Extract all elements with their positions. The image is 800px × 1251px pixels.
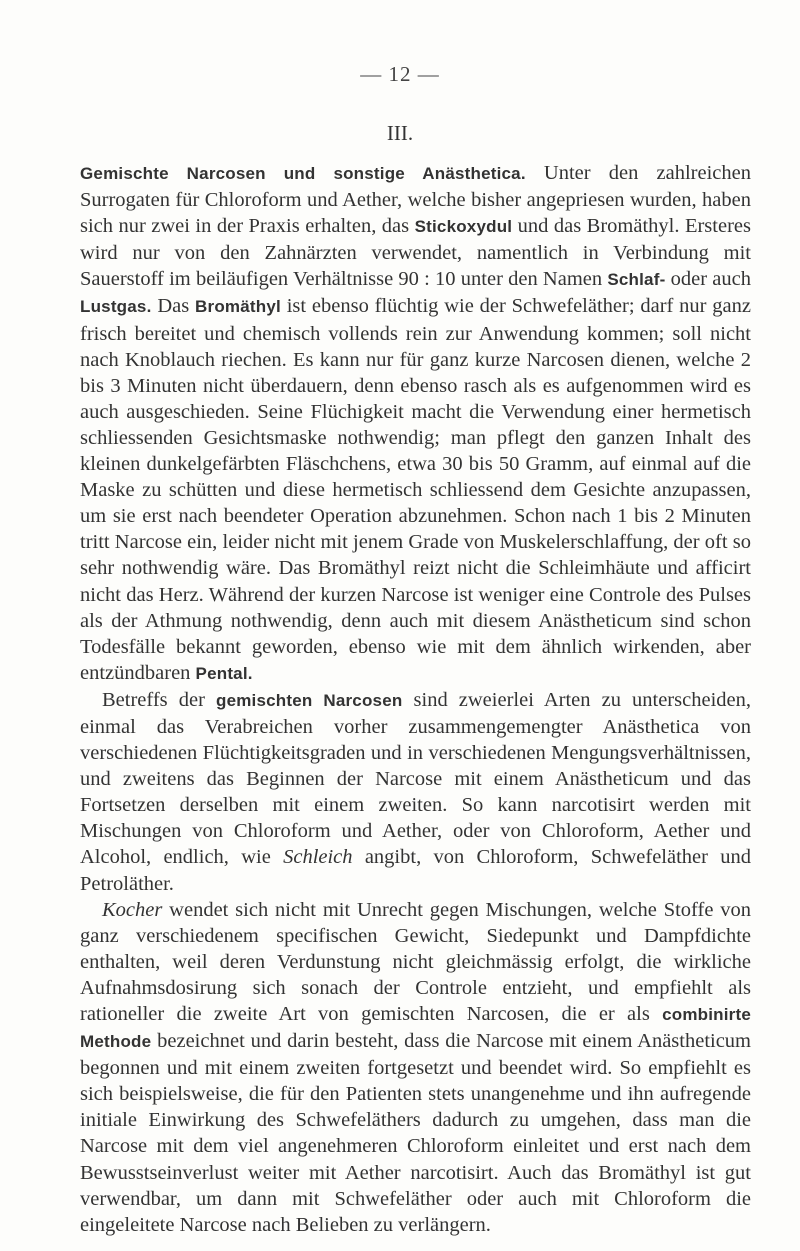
- body-text: [80, 160, 751, 1238]
- emphasized-term: Bromäthyl: [195, 297, 281, 317]
- text-run: sind zweierlei Arten zu unterscheiden, einmal das Verabreichen vorher zusammengemengter Anästhetica von verschiedenen Flüchtigkeitsgraden und in verschiedenen Mengungsverhältnissen, und zweitens das Beginnen der Narcose mit einem Anästheticum und das Fortsetzen derselben mit einem zweiten. So kann narcotisirt werden mit Mischungen von Chloroform und Aether, oder von Chloroform, Aether und Alcohol, endlich, wie: [80, 688, 751, 869]
- text-run: wendet sich nicht mit Unrecht gegen Mischungen, welche Stoffe von ganz verschiedenem specifischen Gewicht, Siedepunkt und Dampfdichte enthalten, weil deren Verdunstung nicht gleichmässig erfolgt, die wirkliche Aufnahmsdosirung sich sonach der Controle entzieht, und empfiehlt als rationeller die zweite Art von gemischten Narcosen, die er als: [80, 898, 751, 1025]
- paragraph: [80, 687, 751, 897]
- paragraph: [80, 160, 751, 687]
- emphasized-term: Stickoxydul: [414, 217, 513, 237]
- emphasized-term: gemischten Narcosen: [216, 690, 403, 710]
- text-run: ist ebenso flüchtig wie der Schwefeläther; darf nur ganz frisch bereitet und chemisch vollends rein zur Anwendung kommen; soll nicht nach Knoblauch riechen. Es kann nur für ganz kurze Narcosen dienen, welche 2 bis 3 Minuten nicht überdauern, denn ebenso rasch als es aufgenommen wird es auch ausgeschieden. Seine Flüchigkeit macht die Verwendung einer hermetisch schliessenden Gesichtsmaske nothwendig; man pflegt den ganzen Inhalt des kleinen dunkelgefärbten Fläschchens, etwa 30 bis 50 Gramm, auf einmal auf die Maske zu schütten und diese hermetisch schliessend dem Gesichte anzupassen, um sie erst nach beendeter Operation abzunehmen. Schon nach 1 bis 2 Minuten tritt Narcose ein, leider nicht mit jenem Grade von Muskelerschlaffung, der oft so sehr nothwendig wäre. Das Bromäthyl reizt nicht die Schleimhäute und afficirt nicht das Herz. Während der kurzen Narcose ist weniger eine Controle des Pulses als der Athmung nothwendig, denn auch mit diesem Anästheticum sind schon Todesfälle bekannt geworden, ebenso wie mit dem ähnlich wirkenden, aber entzündbaren: [80, 295, 751, 684]
- text-run: bezeichnet und darin besteht, dass die Narcose mit einem Anästheticum begonnen und mit einem zweiten fortgesetzt und beendet wird. So empfiehlt es sich beispielsweise, die für den Patienten stets unangenehme und ihn aufregende initiale Einwirkung des Schwefeläthers dadurch zu umgehen, dass man die Narcose mit dem viel angenehmeren Chloroform einleitet und erst nach dem Bewusstseinverlust weiter mit Aether narcotisirt. Auch das Bromäthyl ist gut verwendbar, um dann mit Schwefeläther oder auch mit Chloroform die eingeleitete Narcose nach Belieben zu verlängern.: [80, 1030, 751, 1236]
- emphasized-term: Pental.: [195, 663, 253, 683]
- chapter-heading: III.: [386, 121, 414, 145]
- text-run: und das Bromäthyl. Ersteres wird nur von den Zahnärzten verwendet, namentlich in Verbindung mit Sauerstoff im beiläufigen Verhältnisse 90 : 10 unter den Namen: [80, 215, 751, 291]
- text-run: Unter den zahlreichen Surrogaten für Chloroform und Aether, welche bisher angepriesen wurden, haben sich nur zwei in der Praxis erhalten, das: [80, 162, 751, 238]
- author-name: Kocher: [102, 898, 163, 921]
- text-run: angibt, von Chloroform, Schwefeläther und Petroläther.: [80, 846, 752, 895]
- text-run: Betreffs der: [102, 688, 216, 711]
- text-run: Das: [151, 295, 196, 318]
- paragraph: [80, 897, 751, 1238]
- emphasized-term: Gemischte Narcosen und sonstige Anästhetica.: [80, 164, 526, 183]
- emphasized-term: Lustgas.: [80, 297, 152, 317]
- page-number: — 12 —: [360, 62, 440, 86]
- author-name: Schleich: [283, 846, 353, 869]
- emphasized-term: combinirte Methode: [80, 1005, 751, 1052]
- text-run: oder auch: [665, 268, 751, 291]
- emphasized-term: Schlaf-: [607, 270, 666, 290]
